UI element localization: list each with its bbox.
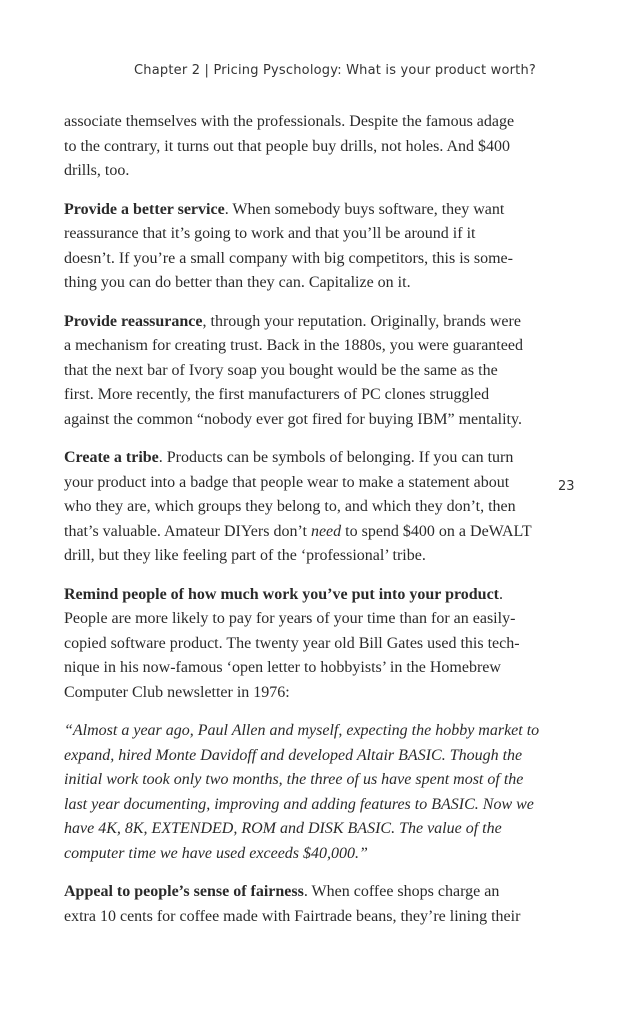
text-line: drill, but they like feeling part of the ‘professional’ tribe. bbox=[64, 547, 426, 564]
emphasis: need bbox=[310, 522, 342, 540]
paragraph-fairness bbox=[64, 880, 542, 929]
paragraph-professionals bbox=[64, 110, 542, 184]
text-line: a mechanism for creating trust. Back in the 1880s, you were guaranteed bbox=[64, 337, 523, 354]
lead-term: Appeal to people’s sense of fairness bbox=[64, 883, 304, 900]
lead-term: Remind people of how much work you’ve put into your product bbox=[64, 585, 500, 603]
text-line: . When somebody buys software, they want bbox=[224, 200, 505, 218]
quote-line: have 4K, 8K, EXTENDED, ROM and DISK BASIC. The value of the bbox=[64, 820, 502, 837]
text-line: thing you can do better than they can. Capitalize on it. bbox=[64, 274, 411, 291]
text-line: associate themselves with the professionals. Despite the famous adage bbox=[64, 113, 515, 130]
block-quote bbox=[64, 719, 542, 866]
paragraph-work bbox=[64, 583, 542, 706]
quote-line: initial work took only two months, the three of us have spent most of the bbox=[64, 771, 524, 788]
text-line: reassurance that it’s going to work and that you’ll be around if it bbox=[64, 225, 476, 242]
text-line: People are more likely to pay for years of your time than for an easily- bbox=[64, 610, 516, 627]
text-line: copied software product. The twenty year old Bill Gates used this tech- bbox=[64, 634, 520, 652]
text-line: . When coffee shops charge an bbox=[303, 883, 500, 900]
text-line: to the contrary, it turns out that people buy drills, not holes. And $400 bbox=[64, 137, 511, 155]
text-line: . Products can be symbols of belonging. If you can turn bbox=[158, 449, 514, 466]
text-line: . bbox=[499, 585, 504, 603]
page-body bbox=[64, 110, 542, 943]
paragraph-better-service bbox=[64, 198, 542, 296]
text-line: Computer Club newsletter in 1976: bbox=[64, 683, 290, 701]
text-line: against the common “nobody ever got fired for buying IBM” mentality. bbox=[64, 410, 522, 428]
text-line: who they are, which groups they belong to, and which they don’t, then bbox=[64, 498, 516, 515]
paragraph-reassurance bbox=[64, 310, 542, 433]
page-number: 23 bbox=[558, 479, 575, 494]
quote-line: last year documenting, improving and adding features to BASIC. Now we bbox=[64, 795, 534, 813]
text-line: extra 10 cents for coffee made with Fairtrade beans, they’re lining their bbox=[64, 907, 521, 925]
text-line: that’s valuable. Amateur DIYers don’t bbox=[64, 522, 311, 540]
text-line: that the next bar of Ivory soap you bought would be the same as the bbox=[64, 361, 498, 379]
running-header: Chapter 2 | Pricing Pyschology: What is your product worth? bbox=[134, 63, 536, 78]
quote-line: computer time we have used exceeds $40,000.” bbox=[64, 844, 368, 862]
paragraph-tribe bbox=[64, 446, 542, 569]
text-line: nique in his now-famous ‘open letter to hobbyists’ in the Homebrew bbox=[64, 659, 501, 676]
text-line: first. More recently, the first manufacturers of PC clones struggled bbox=[64, 386, 490, 403]
lead-term: Provide reassurance bbox=[64, 312, 203, 330]
lead-term: Create a tribe bbox=[64, 449, 159, 466]
text-line: drills, too. bbox=[64, 162, 130, 179]
quote-line: “Almost a year ago, Paul Allen and myself, expecting the hobby market to bbox=[64, 722, 540, 739]
text-line: your product into a badge that people wear to make a statement about bbox=[64, 473, 510, 491]
lead-term: Provide a better service bbox=[64, 200, 225, 218]
text-line: , through your reputation. Originally, brands were bbox=[202, 312, 521, 330]
quote-line: expand, hired Monte Davidoff and developed Altair BASIC. Though the bbox=[64, 746, 523, 764]
text-line: to spend $400 on a DeWALT bbox=[341, 522, 532, 540]
text-line: doesn’t. If you’re a small company with big competitors, this is some- bbox=[64, 249, 513, 267]
